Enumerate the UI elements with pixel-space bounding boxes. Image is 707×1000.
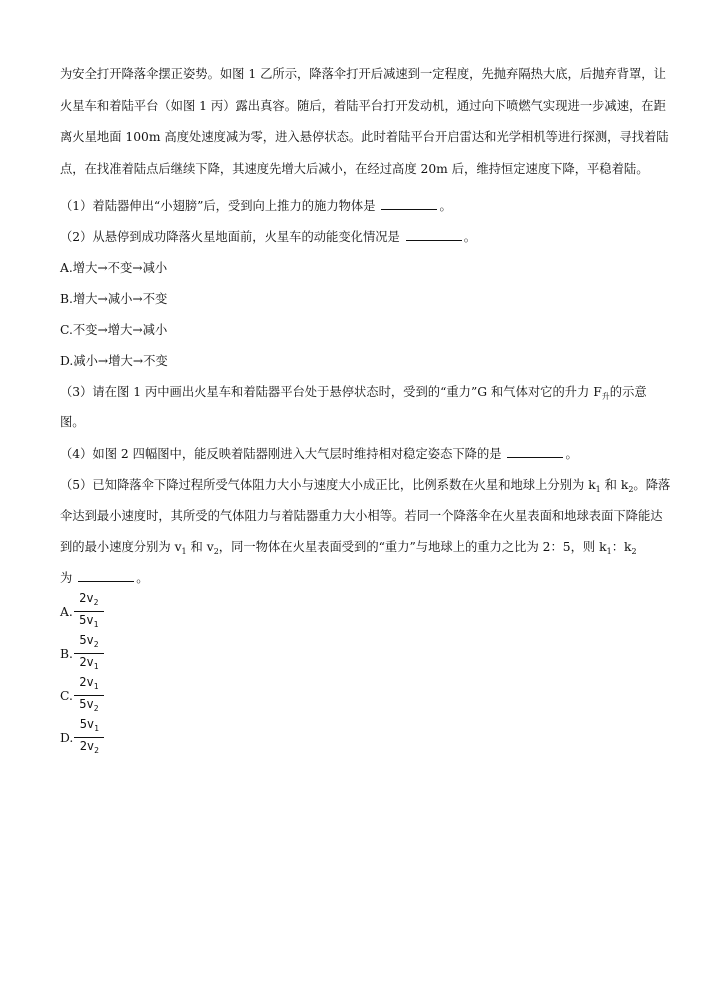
fraction: $\frac{5v_2}{2v_1}$ — [74, 633, 104, 674]
answer-blank-5[interactable] — [78, 570, 134, 582]
answer-blank-4[interactable] — [507, 446, 563, 458]
question-1-text: （1）着陆器伸出“小翅膀”后，受到向上推力的施力物体是 — [60, 199, 376, 213]
fraction: $\frac{2v_2}{5v_1}$ — [74, 591, 104, 632]
paragraph-line-1: 为安全打开降落伞摆正姿势。如图 1 乙所示，降落伞打开后减速到一定程度，先抛弃隔热大底，后抛弃背罩，让 — [60, 67, 666, 81]
question-5-option-b[interactable] — [60, 633, 104, 674]
question-3-line-2: 图。 — [60, 415, 85, 429]
option-letter: A. — [60, 604, 73, 619]
question-2-option-b[interactable]: B.增大→减小→不变 — [60, 292, 168, 306]
paragraph-line-4: 点，在找准着陆点后继续下降，其速度先增大后减小，在经过高度 20m 后，维持恒定速度下降，平稳着陆。 — [60, 162, 649, 176]
question-3-line-1: （3）请在图 1 丙中画出火星车和着陆器平台处于悬停状态时，受到的“重力”G 和气体对它的升力 $F_升$的示意 — [60, 385, 647, 401]
paragraph-line-3: 离火星地面 100m 高度处速度减为零，进入悬停状态。此时着陆平台开启雷达和光学相机等进行探测，寻找着陆 — [60, 130, 669, 144]
question-5-option-c[interactable] — [60, 675, 104, 716]
question-4-text: （4）如图 2 四幅图中，能反映着陆器刚进入大气层时维持相对稳定姿态下降的是 — [60, 447, 502, 461]
option-letter: D. — [60, 730, 74, 745]
question-5-line-2: 伞达到最小速度时，其所受的气体阻力与着陆器重力大小相等。若同一个降落伞在火星表面和地球表面下降能达 — [60, 509, 663, 523]
question-5-line-4: 为 。 — [60, 571, 149, 585]
question-1: （1）着陆器伸出“小翅膀”后，受到向上推力的施力物体是 。 — [60, 199, 452, 213]
question-2-option-d[interactable]: D.减小→增大→不变 — [60, 354, 168, 368]
option-letter: B. — [60, 646, 73, 661]
question-2-text: （2）从悬停到成功降落火星地面前，火星车的动能变化情况是 — [60, 230, 400, 244]
answer-blank-2[interactable] — [406, 229, 462, 241]
question-4: （4）如图 2 四幅图中，能反映着陆器刚进入大气层时维持相对稳定姿态下降的是 。 — [60, 447, 578, 461]
question-5-line-3: 到的最小速度分别为 $v_1$ 和 $v_2$，同一物体在火星表面受到的“重力”与地球上的重力之比为 2：5，则 $k_1$：$k_2$ — [60, 540, 637, 556]
fraction: $\frac{5v_1}{2v_2}$ — [74, 717, 104, 758]
question-5-option-a[interactable] — [60, 591, 104, 632]
question-2-option-c[interactable]: C.不变→增大→减小 — [60, 323, 168, 337]
option-letter: C. — [60, 688, 73, 703]
question-2-option-a[interactable]: A.增大→不变→减小 — [60, 261, 168, 275]
fraction: $\frac{2v_1}{5v_2}$ — [74, 675, 104, 716]
answer-blank-1[interactable] — [381, 198, 437, 210]
paragraph-line-2: 火星车和着陆平台（如图 1 丙）露出真容。随后，着陆平台打开发动机，通过向下喷燃气实现进一步减速，在距 — [60, 99, 666, 113]
question-2: （2）从悬停到成功降落火星地面前，火星车的动能变化情况是 。 — [60, 230, 477, 244]
question-5-line-1: （5）已知降落伞下降过程所受气体阻力大小与速度大小成正比，比例系数在火星和地球上分别为 $k_1$ 和 $k_2$。降落 — [60, 478, 671, 494]
question-5-option-d[interactable] — [60, 717, 104, 758]
